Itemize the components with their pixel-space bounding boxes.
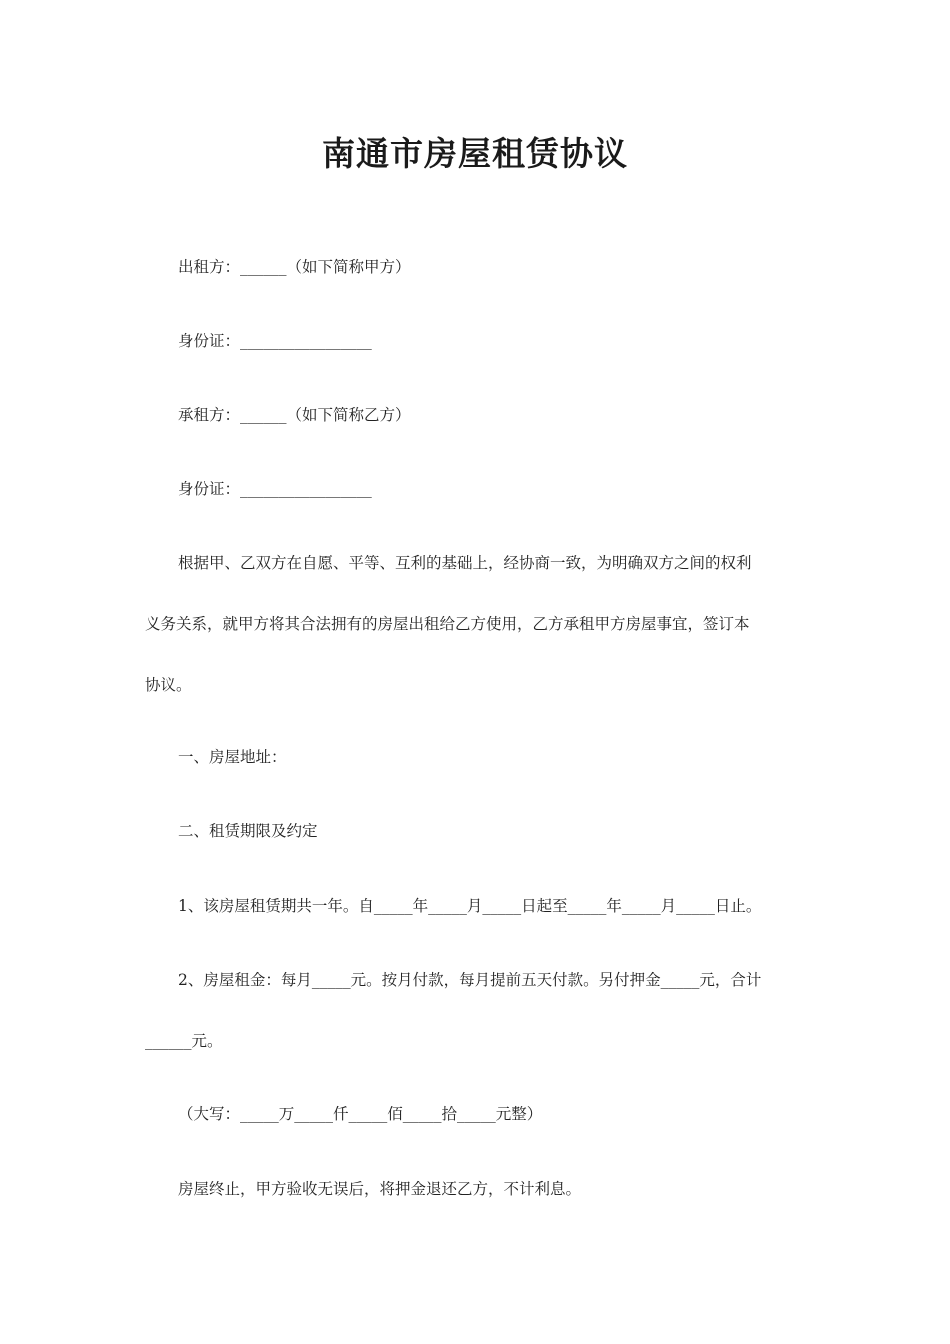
preamble-line-2: 义务关系，就甲方将其合法拥有的房屋出租给乙方使用，乙方承租甲方房屋事宜，签订本 (145, 615, 750, 633)
section-lease-term: 二、租赁期限及约定 (178, 822, 318, 840)
document-title: 南通市房屋租赁协议 (322, 134, 628, 173)
section-house-address: 一、房屋地址： (178, 748, 287, 766)
clause-deposit-return: 房屋终止，甲方验收无误后，将押金退还乙方，不计利息。 (178, 1180, 582, 1198)
clause-rent-line-2: ______元。 (145, 1032, 223, 1050)
clause-lease-period: 1、该房屋租赁期共一年。自_____年_____月_____日起至_____年_____月_____日止。 (178, 897, 762, 915)
preamble-line-1: 根据甲、乙双方在自愿、平等、互利的基础上，经协商一致，为明确双方之间的权利 (178, 554, 752, 572)
lessee-id-line: 身份证：_________________ (178, 480, 372, 498)
lessee-line: 承租方：______（如下简称乙方） (178, 406, 411, 424)
lessor-id-line: 身份证：_________________ (178, 332, 372, 350)
clause-amount-in-words: （大写：_____万_____仟_____佰_____拾_____元整） (178, 1105, 543, 1123)
preamble-line-3: 协议。 (145, 676, 192, 694)
lessor-line: 出租方：______（如下简称甲方） (178, 258, 411, 276)
clause-rent-line-1: 2、房屋租金：每月_____元。按月付款，每月提前五天付款。另付押金_____元，合计 (178, 971, 762, 989)
